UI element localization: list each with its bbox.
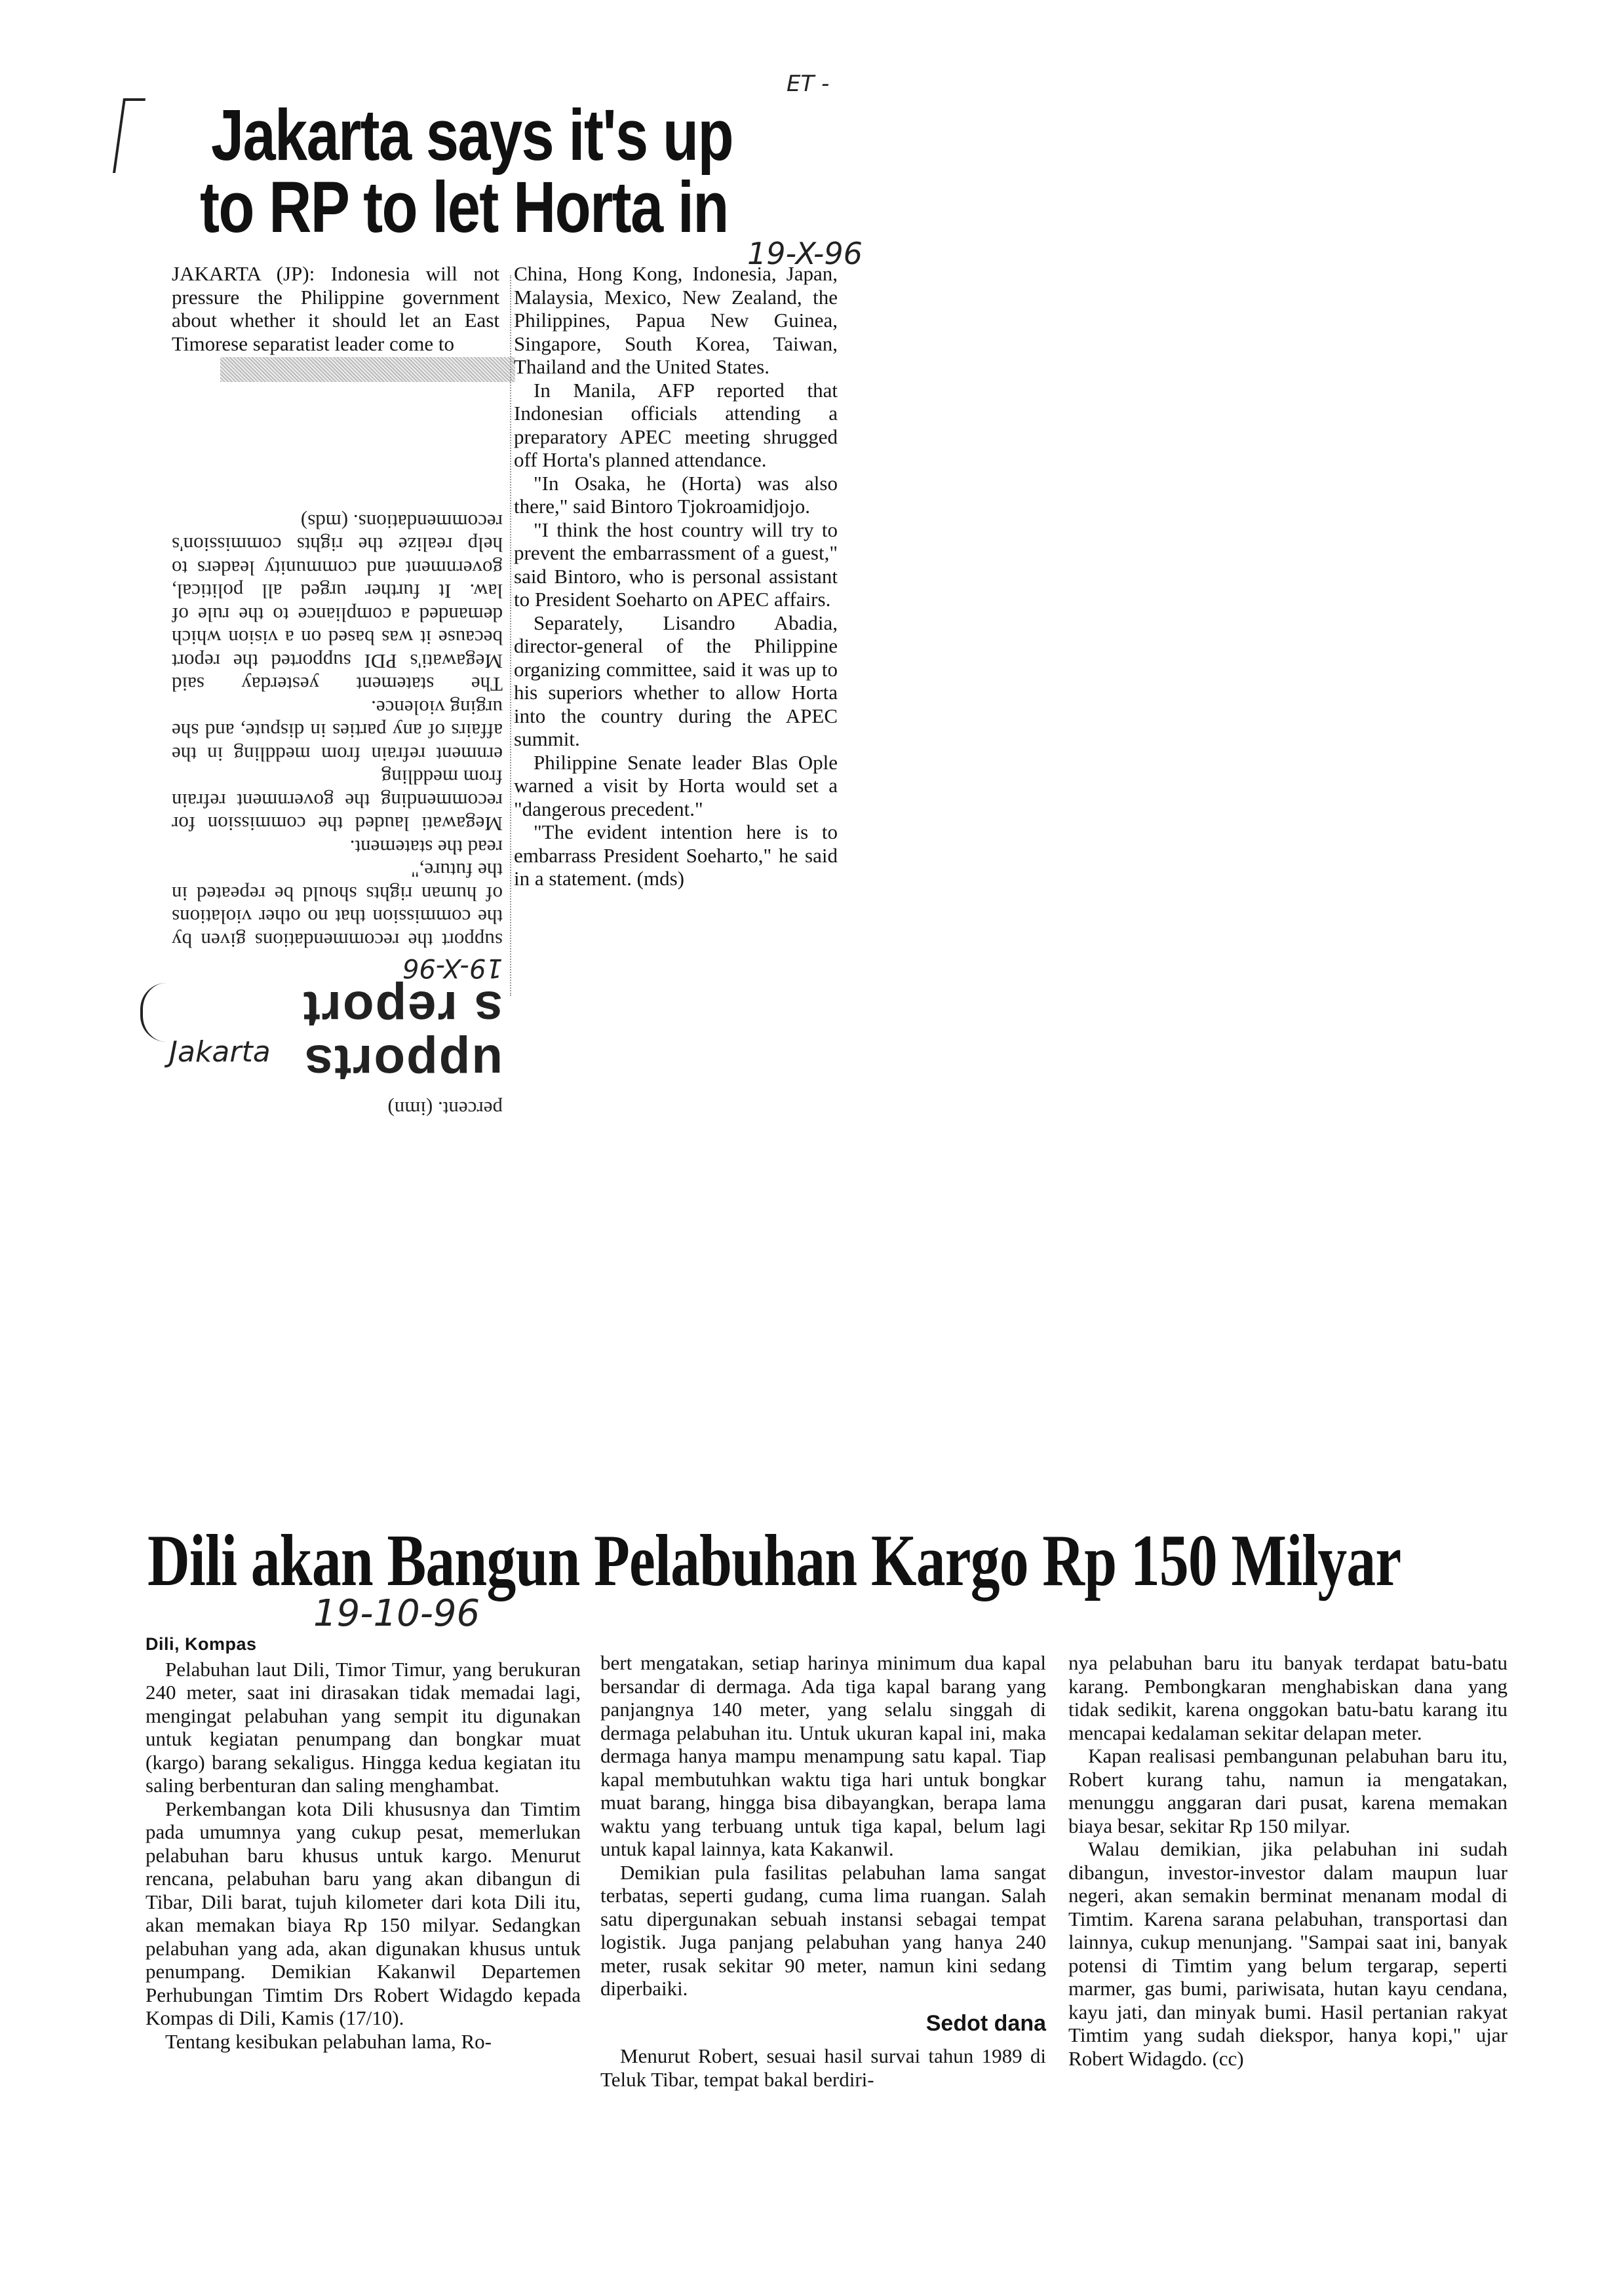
flipped-text-6: The statement yesterday said Megawati's PDI supported the report because it was based on a vision which demanded a compliance to the rule of law. It further urged all political, government and community leaders to help realize the rights commission's recommendations. (mds) <box>172 510 503 697</box>
handwritten-corner-mark: ET - <box>787 71 830 97</box>
article1-col2-p4: "I think the host country will try to prevent the embarrassment of a guest," said Bintoro, who is personal assistant to President Soeharto on APEC affairs. <box>514 518 838 611</box>
article1-headline-line1: Jakarta says it's up <box>211 95 733 176</box>
article1-col2-p1: China, Hong Kong, Indonesia, Japan, Malaysia, Mexico, New Zealand, the Philippines, Papua New Guinea, Singapore, South Korea, Taiwan, Thailand and the United States. <box>514 262 838 378</box>
article2-column-2 <box>600 1651 1046 2091</box>
article1-col2-p6: Philippine Senate leader Blas Ople warned a visit by Horta would set a "dangerous precedent." <box>514 750 838 820</box>
article2-column-3 <box>1068 1651 1508 2070</box>
flipped-text-5: ernment refrain from meddling in the affairs of any parties in dispute, and she urging violence. <box>172 697 503 766</box>
article1-col1-paragraph: JAKARTA (JP): Indonesia will not pressure the Philippine government about whether it should let an East Timorese separatist leader come to <box>172 262 499 355</box>
flipped-article-fragment <box>172 393 503 1120</box>
article1-column-1 <box>172 262 499 355</box>
article1-col2-p7: "The evident intention here is to embarrass President Soeharto," he said in a statement. (mds) <box>514 820 838 890</box>
article2-column-1 <box>146 1633 581 2053</box>
article1-column-2 <box>514 262 838 890</box>
article2-col1-p2: Perkembangan kota Dili khususnya dan Timtim pada umumnya yang cukup pesat, memerlukan pelabuhan baru khusus untuk kargo. Menurut rencana, pelabuhan baru yang akan dibangun di Tibar, Dili barat, tujuh kilometer dari kota Dili itu, akan memakan biaya Rp 150 milyar. Sedangkan pelabuhan yang ada, akan digunakan khusus untuk penumpang. Demikian Kakanwil Departemen Perhubungan Timtim Drs Robert Widagdo kepada Kompas di Dili, Kamis (17/10). <box>146 1797 581 2029</box>
article2-col1-p1: Pelabuhan laut Dili, Timor Timur, yang berukuran 240 meter, saat ini dirasakan tidak memadai lagi, mengingat pelabuhan yang sempit itu digunakan untuk kegiatan penumpang dan bongkar muat (kargo) barang sekaligus. Hingga kedua kegiatan itu saling berbenturan dan saling menghambat. <box>146 1657 581 1797</box>
handwritten-date-article1: 19-X-96 <box>747 236 863 271</box>
handwritten-date-article2: 19-10-96 <box>313 1592 480 1635</box>
parenthesis-mark <box>140 983 169 1042</box>
corner-bracket-mark <box>113 98 146 173</box>
article2-col1-p3: Tentang kesibukan pelabuhan lama, Ro- <box>165 2029 492 2053</box>
article2-col3-p3: Walau demikian, jika pelabuhan ini sudah dibangun, investor-investor dalam maupun luar negeri, akan semakin berminat menanam modal di Timtim. Karena sarana pelabuhan, transportasi dan lainnya, cukup menunjang. "Sampai saat ini, banyak potensi di Timtim yang belum tergarap, seperti marmer, gas bumi, pariwisata, hutan kayu cendana, kayu jati, dan minyak bumi. Hasil pertanian rakyat Timtim yang sudah diekspor, hanya kopi," ujar Robert Widagdo. (cc) <box>1068 1837 1508 2070</box>
article1-col2-p2: In Manila, AFP reported that Indonesian officials attending a preparatory APEC meeting shrugged off Horta's planned attendance. <box>514 378 838 471</box>
halftone-strip <box>220 357 515 382</box>
flipped-text-1: percent. (imn) <box>387 1098 503 1120</box>
article2-byline: Dili, Kompas <box>146 1634 257 1654</box>
flipped-text-4: Megawati lauded the commission for recommending the government refrain from meddling <box>172 766 503 836</box>
article1-col2-p3: "In Osaka, he (Horta) was also there," said Bintoro Tjokroamidjojo. <box>514 471 838 518</box>
flipped-headline-bottom: s report <box>302 981 503 1039</box>
article2-col2-p3: Menurut Robert, sesuai hasil survai tahun 1989 di Teluk Tibar, tempat bakal berdiri- <box>600 2044 1046 2091</box>
article2-col3-p2: Kapan realisasi pembangunan pelabuhan baru itu, Robert kurang tahu, namun ia mengatakan, menunggu anggaran dari pusat, karena memakan biaya besar, sekitar Rp 150 milyar. <box>1068 1744 1508 1837</box>
article1-headline-line2: to RP to let Horta in <box>200 167 728 248</box>
flipped-text-3: read the statement. <box>349 836 503 859</box>
article1-col2-p5: Separately, Lisandro Abadia, director-general of the Philippine organizing committee, said it was up to his superiors whether to allow Horta into the country during the APEC summit. <box>514 611 838 750</box>
article2-col2-p2: Demikian pula fasilitas pelabuhan lama sangat terbatas, seperti gudang, cuma lima ruangan. Salah satu dipergunakan sebuah instansi sebagai tempat logistik. Juga panjang pelabuhan yang hanya 240 meter, rusak sekitar 90 meter, namun kini sedang diperbaiki. <box>600 1860 1046 2000</box>
article2-headline: Dili akan Bangun Pelabuhan Kargo Rp 150 Milyar <box>147 1520 1401 1601</box>
flipped-headline-top: upports <box>303 1035 503 1093</box>
handwritten-date-flipped: 19-X-96 <box>402 953 503 984</box>
article2-col3-p1: nya pelabuhan baru itu banyak terdapat batu-batu karang. Pembongkaran menghabiskan dana yang tidak sedikit, karena onggokan batu-batu karang itu mencapai kedalaman sekitar delapan meter. <box>1068 1651 1508 1744</box>
flipped-text-2: support the recommendations given by the commission that no other violations of human rights should be repeated in the future," <box>172 859 503 952</box>
article2-col2-p1: bert mengatakan, setiap harinya minimum dua kapal bersandar di dermaga. Ada tiga kapal barang yang panjangnya 140 meter, yang selalu singgah di dermaga pelabuhan itu. Untuk ukuran kapal ini, maka dermaga hanya mampu menampung satu kapal. Tiap kapal membutuhkan waktu tiga hari untuk bongkar muat barang, hingga bisa dibayangkan, berapa lama waktu yang terbuang untuk tiga kapal, belum lagi untuk kapal lainnya, kata Kakanwil. <box>600 1651 1046 1860</box>
column-rule <box>510 275 511 996</box>
handwritten-scribble: Jakarta <box>169 1035 271 1069</box>
article2-subhead: Sedot dana <box>925 2010 1046 2036</box>
